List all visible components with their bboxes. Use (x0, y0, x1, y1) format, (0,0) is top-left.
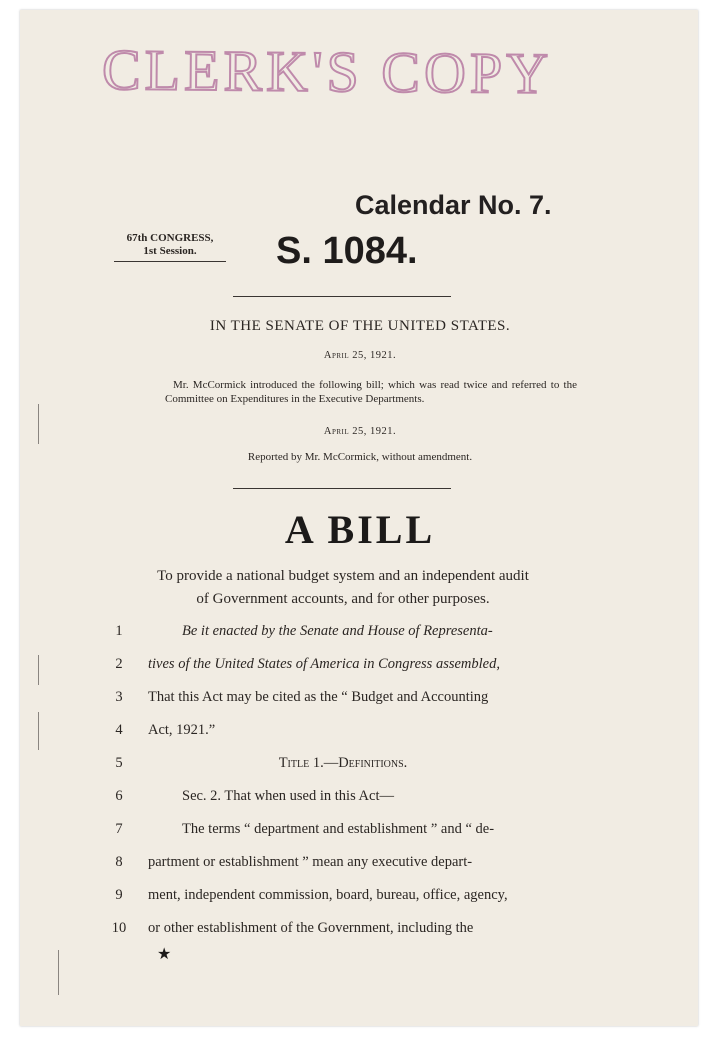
line-text: The terms “ department and establishment ” and “ de- (182, 821, 495, 837)
clerks-copy-stamp: CLERK'S COPY (101, 37, 553, 106)
line-number: 3 (115, 689, 123, 705)
line-number: 6 (115, 788, 123, 804)
star-icon: ★ (157, 946, 172, 963)
line-text: ment, independent commission, board, bureau, office, agency, (148, 887, 508, 903)
line-text: Be it enacted by the Senate and House of Representa- (182, 623, 493, 639)
congress-line: 67th CONGRESS, (126, 232, 214, 244)
senate-heading: IN THE SENATE OF THE UNITED STATES. (209, 318, 511, 334)
binding-mark (38, 404, 39, 444)
bill-line-8 (108, 854, 578, 874)
date-introduced: April 25, 1921. (323, 350, 397, 361)
line-text: partment or establishment ” mean any executive depart- (148, 854, 473, 870)
bill-line-6 (108, 788, 578, 808)
line-text: That this Act may be cited as the “ Budget and Accounting (148, 689, 489, 705)
title-heading: Title 1.—Definitions. (278, 755, 408, 771)
bill-number: S. 1084. (276, 230, 418, 272)
bill-heading: A BILL (284, 507, 436, 552)
reported-text: Reported by Mr. McCormick, without amendment. (247, 451, 473, 463)
congress-underline (114, 261, 226, 262)
bill-line-5 (108, 755, 578, 775)
introduction-text: Mr. McCormick introduced the following bill; which was read twice and referred to the Committee on Expenditures in the Executive Departments. (165, 379, 577, 405)
line-text: Sec. 2. That when used in this Act— (182, 788, 394, 804)
bill-line-3 (108, 689, 578, 709)
line-text: Act, 1921.” (148, 722, 216, 738)
purpose-line: To provide a national budget system and an independent audit (157, 568, 529, 584)
line-number: 7 (115, 821, 123, 837)
bill-purpose (108, 565, 578, 611)
line-number: 8 (115, 854, 123, 870)
line-text: or other establishment of the Government, including the (148, 920, 474, 936)
purpose-line: of Government accounts, and for other purposes. (196, 591, 490, 607)
bill-line-10 (108, 920, 578, 940)
line-number: 4 (115, 722, 123, 738)
line-number: 5 (115, 755, 123, 771)
bill-line-7 (108, 821, 578, 841)
date-reported: April 25, 1921. (323, 426, 397, 437)
line-number: 1 (115, 623, 123, 639)
session-line: 1st Session. (143, 245, 197, 257)
line-number: 2 (115, 656, 123, 672)
binding-mark (58, 950, 59, 995)
line-number: 9 (115, 887, 123, 903)
line-text: tives of the United States of America in Congress assembled, (148, 656, 500, 672)
binding-mark (38, 655, 39, 685)
binding-mark (38, 712, 39, 750)
bill-line-1 (108, 623, 578, 643)
divider-middle (233, 488, 451, 489)
bill-line-2 (108, 656, 578, 676)
bill-line-4 (108, 722, 578, 742)
congress-session-label (114, 232, 226, 262)
line-number: 10 (111, 920, 127, 936)
calendar-number: Calendar No. 7. (355, 190, 552, 220)
bill-line-9 (108, 887, 578, 907)
divider-top (233, 296, 451, 297)
